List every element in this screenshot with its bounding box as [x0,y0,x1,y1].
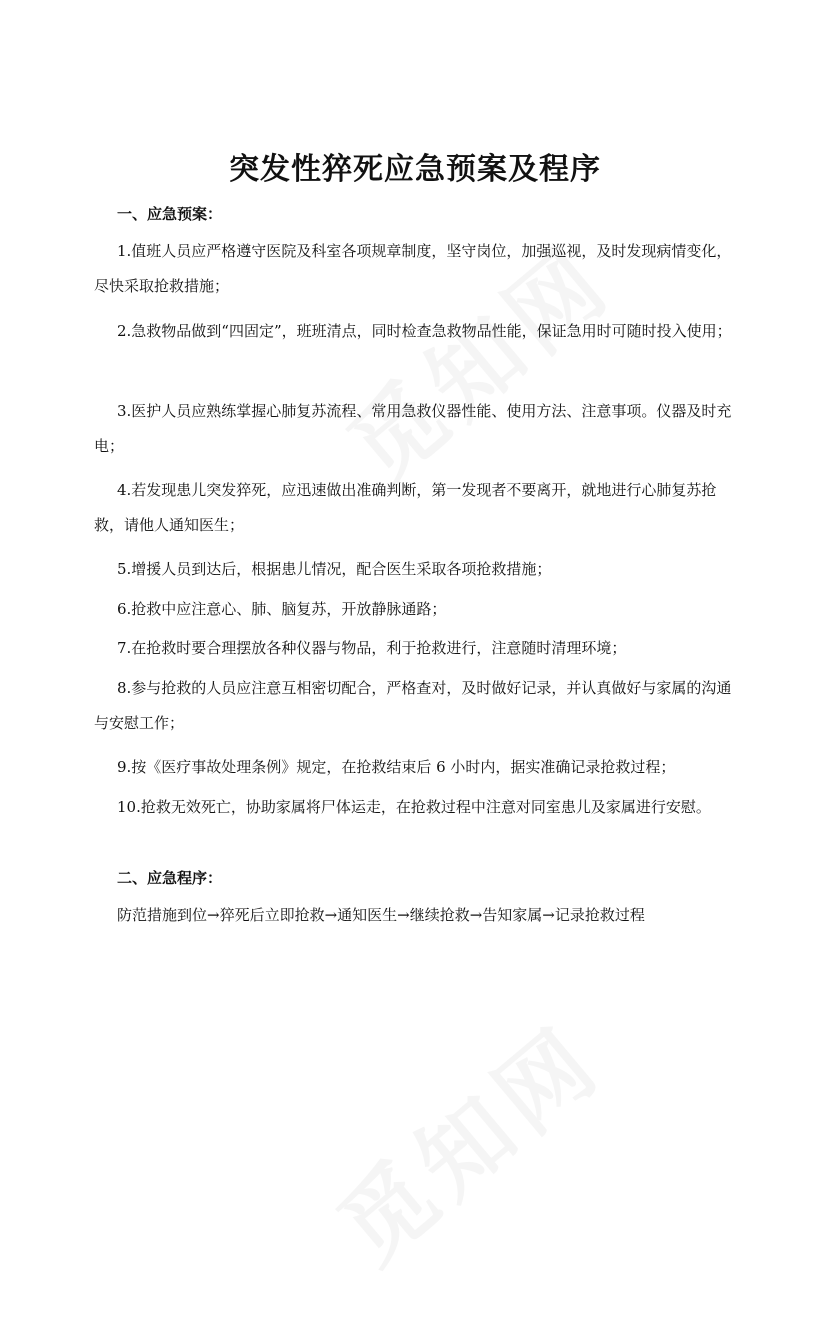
plan-item-9: 9.按《医疗事故处理条例》规定，在抢救结束后 6 小时内，据实准确记录抢救过程； [117,758,676,776]
plan-item-1: 1.值班人员应严格遵守医院及科室各项规章制度，坚守岗位，加强巡视，及时发现病情变化，尽快采取抢救措施； [94,242,732,295]
section-heading-plan: 一、应急预案： [117,205,223,223]
plan-item-10: 10.抢救无效死亡，协助家属将尸体运走，在抢救过程中注意对同室患儿及家属进行安慰。 [117,798,711,816]
plan-item-3: 3.医护人员应熟练掌握心肺复苏流程、常用急救仪器性能、使用方法、注意事项。仪器及时充电； [94,402,732,455]
plan-item-5: 5.增援人员到达后，根据患儿情况，配合医生采取各项抢救措施； [117,560,552,578]
section-heading-procedure: 二、应急程序： [117,869,223,887]
procedure-flow: 防范措施到位→猝死后立即抢救→通知医生→继续抢救→告知家属→记录抢救过程 [117,906,645,924]
watermark-text-bottom [306,1020,634,1340]
plan-item-2: 2.急救物品做到“四固定”，班班清点，同时检查急救物品性能，保证急用时可随时投入使用； [117,322,732,340]
plan-item-7: 7.在抢救时要合理摆放各种仪器与物品，利于抢救进行，注意随时清理环境； [117,639,627,657]
plan-item-4: 4.若发现患儿突发猝死，应迅速做出准确判断，第一发现者不要离开，就地进行心肺复苏抢救，请他人通知医生； [94,481,717,534]
plan-item-8: 8.参与抢救的人员应注意互相密切配合，严格查对，及时做好记录，并认真做好与家属的沟通与安慰工作； [94,679,732,732]
plan-item-6: 6.抢救中应注意心、肺、脑复苏，开放静脉通路； [117,600,447,618]
document-title: 突发性猝死应急预案及程序 [229,152,601,187]
